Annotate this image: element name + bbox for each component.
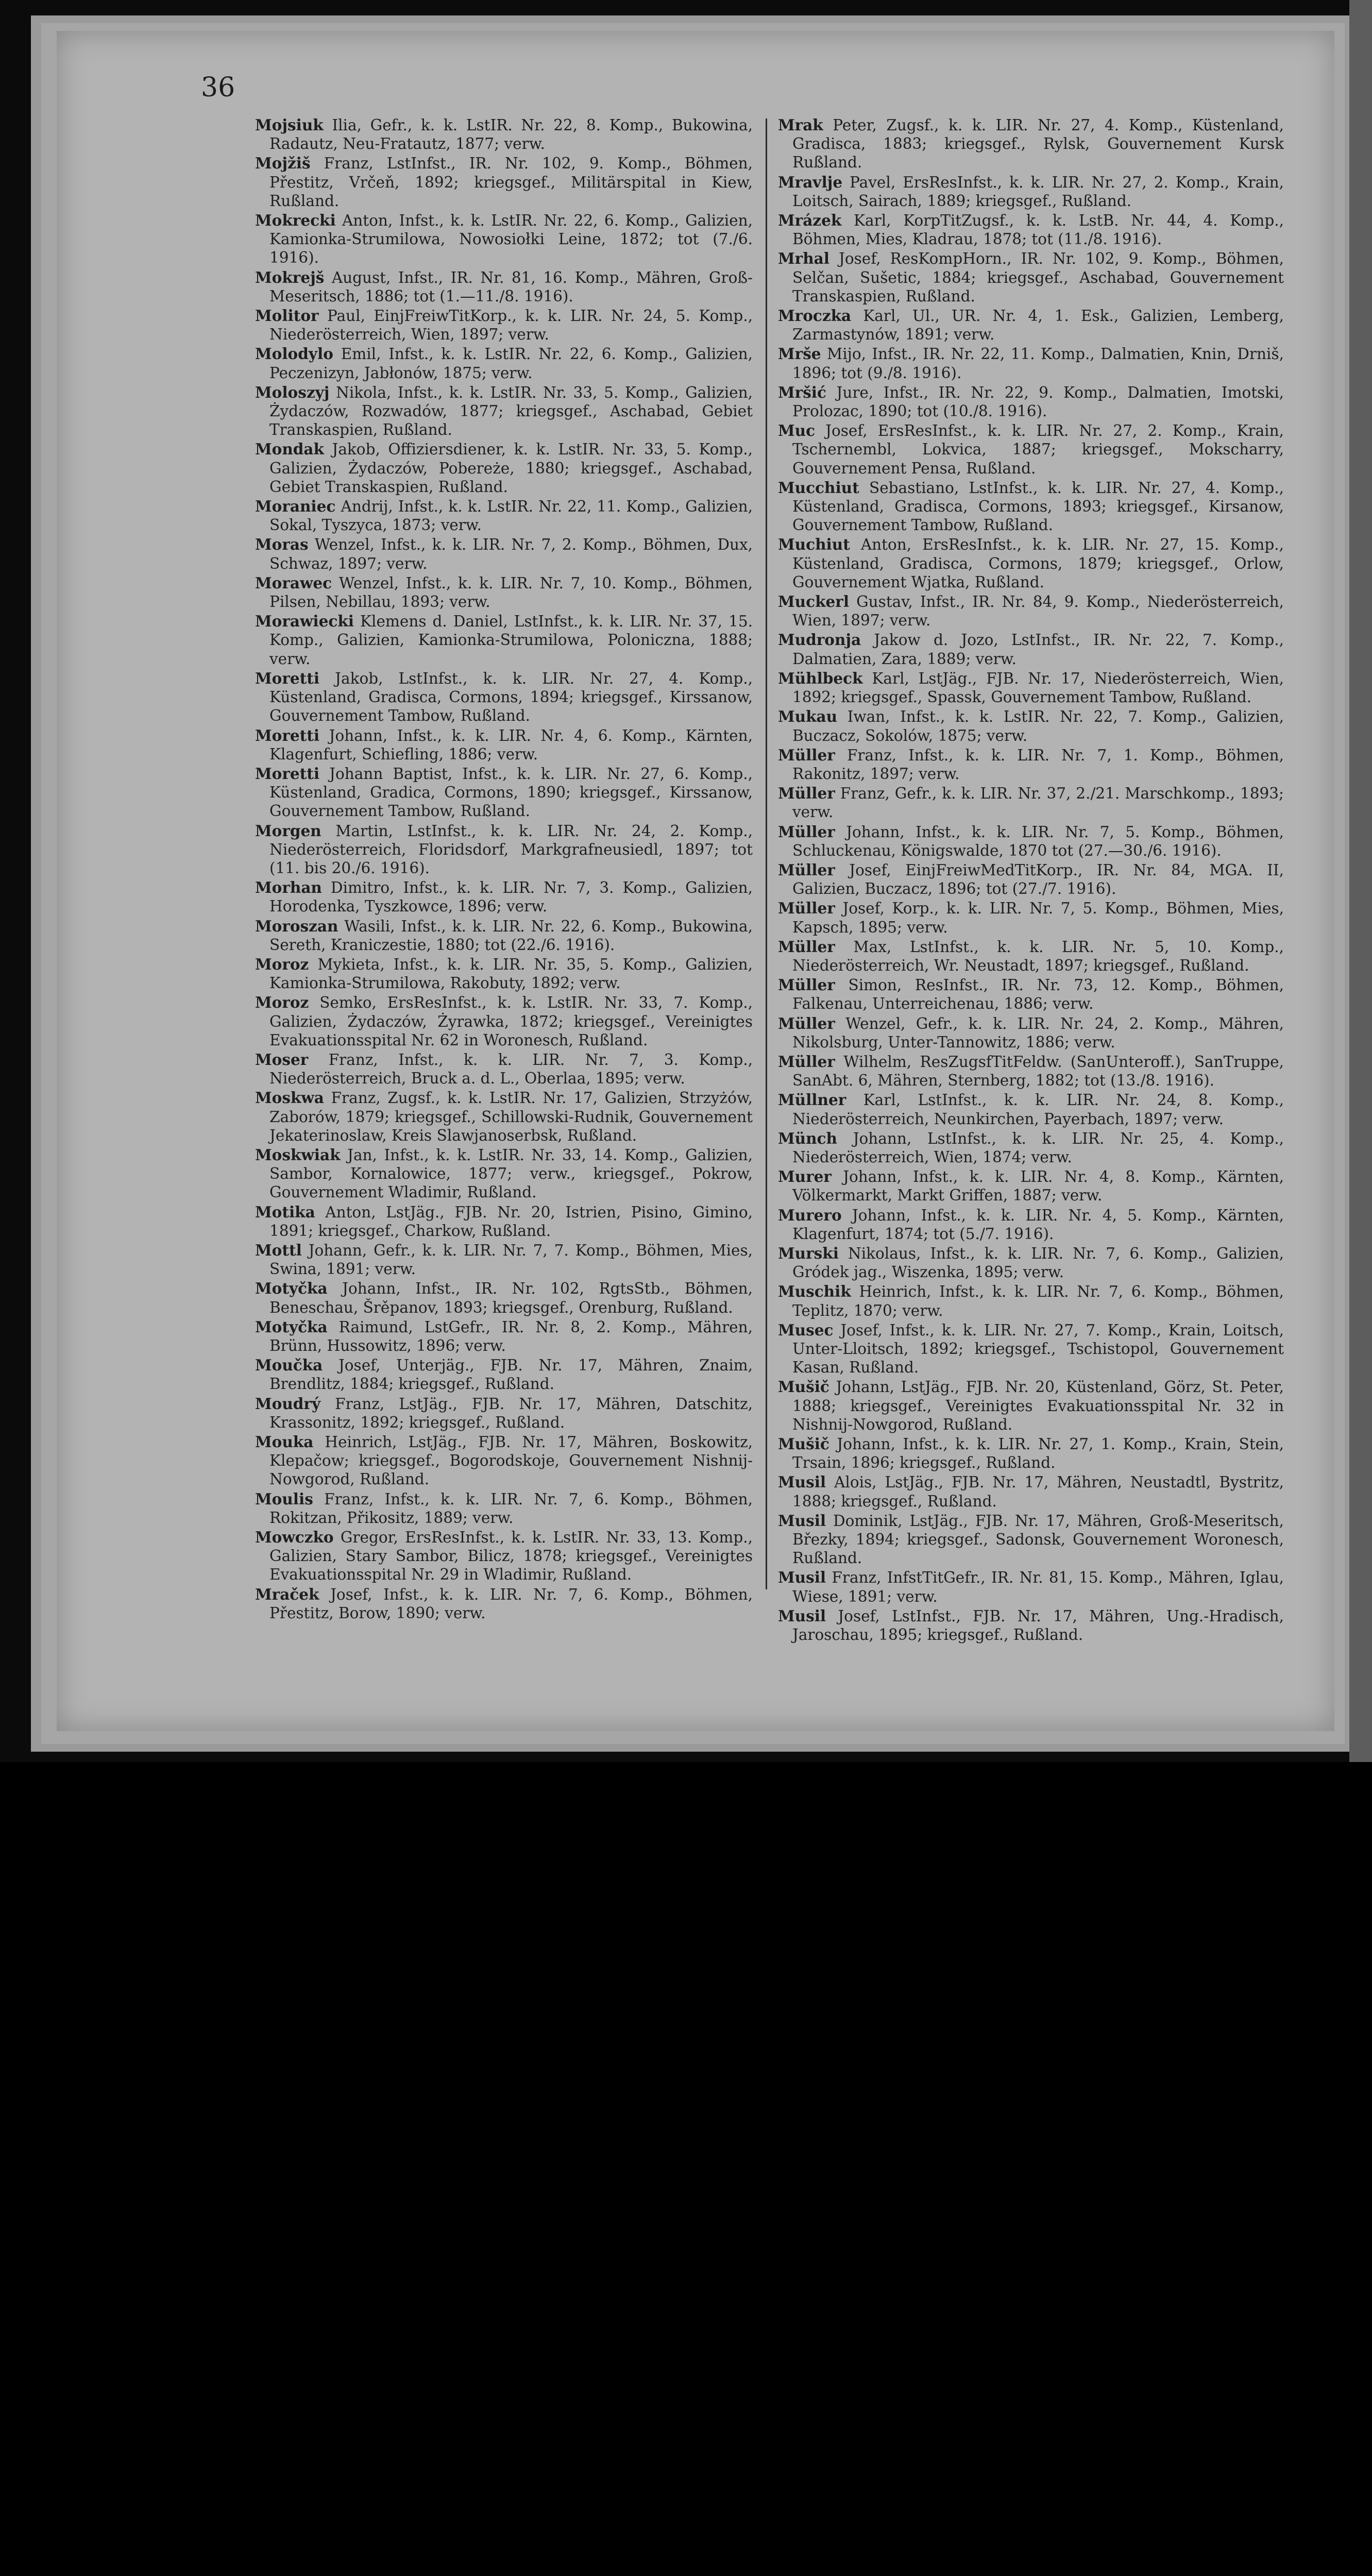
entry-details: Wenzel, Infst., k. k. LIR. Nr. 7, 2. Komp., Böhmen, Dux, Schwaz, 1897; verw. xyxy=(269,536,753,572)
entry-surname: Muc xyxy=(778,421,816,440)
entry-details: Pavel, ErsResInfst., k. k. LIR. Nr. 27, 2. Komp., Krain, Loitsch, Sairach, 1889; kriegsgef., Rußland. xyxy=(792,173,1284,210)
register-entry xyxy=(255,1203,753,1240)
register-entry xyxy=(778,784,1284,821)
entry-details: Karl, KorpTitZugsf., k. k. LstB. Nr. 44, 4. Komp., Böhmen, Mies, Kladrau, 1878; tot (11./8. 1916). xyxy=(792,212,1284,248)
entry-surname: Muchiut xyxy=(778,535,850,554)
entry-surname: Moretti xyxy=(255,764,320,783)
entry-surname: Moretti xyxy=(255,726,320,744)
entry-surname: Murski xyxy=(778,1244,839,1262)
entry-details: Martin, LstInfst., k. k. LIR. Nr. 24, 2. Komp., Niederösterreich, Floridsdorf, Markgrafneusiedl, 1897; tot (11. bis 20./6. 1916). xyxy=(269,822,753,877)
entry-details: Josef, ErsResInfst., k. k. LIR. Nr. 27, 2. Komp., Krain, Tschernembl, Lokvica, 1887; kriegsgef., Mokscharry, Gouvernement Pensa, Rußland. xyxy=(792,422,1284,477)
register-entry xyxy=(778,1321,1284,1377)
entry-details: Klemens d. Daniel, LstInfst., k. k. LIR. Nr. 37, 15. Komp., Galizien, Kamionka-Strumilowa, Poloniczna, 1888; verw. xyxy=(269,613,753,668)
entry-surname: Mucchiut xyxy=(778,478,859,497)
register-entry xyxy=(778,1053,1284,1090)
entry-details: Dominik, LstJäg., FJB. Nr. 17, Mähren, Groß-Meseritsch, Březky, 1894; kriegsgef., Sadonsk, Gouvernement Woronesch, Rußland. xyxy=(792,1512,1284,1567)
entry-details: Johann, Infst., IR. Nr. 102, RgtsStb., Böhmen, Beneschau, Šrěpanov, 1893; kriegsgef., Orenburg, Rußland. xyxy=(269,1280,753,1316)
entry-surname: Mrak xyxy=(778,116,823,134)
entry-surname: Moskwiak xyxy=(255,1145,341,1164)
entry-details: Johann, Infst., k. k. LIR. Nr. 27, 1. Komp., Krain, Stein, Trsain, 1896; kriegsgef., Rußland. xyxy=(792,1435,1284,1472)
entry-details: Jakow d. Jozo, LstInfst., IR. Nr. 22, 7. Komp., Dalmatien, Zara, 1889; verw. xyxy=(792,631,1284,668)
entry-surname: Müller xyxy=(778,860,835,879)
entry-details: Franz, Infst., k. k. LIR. Nr. 7, 1. Komp., Böhmen, Rakonitz, 1897; verw. xyxy=(792,746,1284,783)
register-entry xyxy=(255,726,753,764)
entry-surname: Moskwa xyxy=(255,1089,324,1107)
register-entry xyxy=(778,1129,1284,1166)
entry-surname: Münch xyxy=(778,1129,837,1147)
register-entry xyxy=(778,899,1284,936)
entry-details: Johann, Infst., k. k. LIR. Nr. 4, 8. Komp., Kärnten, Völkermarkt, Markt Griffen, 1887; verw. xyxy=(792,1168,1284,1205)
entry-surname: Musil xyxy=(778,1511,826,1530)
book-spine xyxy=(1349,0,1372,1762)
entry-surname: Muckerl xyxy=(778,592,850,611)
entry-details: Franz, LstJäg., FJB. Nr. 17, Mähren, Datschitz, Krassonitz, 1892; kriegsgef., Rußland. xyxy=(269,1395,753,1431)
register-entry xyxy=(255,1279,753,1316)
entry-surname: Müllner xyxy=(778,1091,846,1109)
entry-surname: Musec xyxy=(778,1320,834,1339)
register-entry xyxy=(778,1014,1284,1052)
entry-details: Wasili, Infst., k. k. LIR. Nr. 22, 6. Komp., Bukowina, Sereth, Kraniczestie, 1880; tot (22./6. 1916). xyxy=(269,917,753,954)
register-entry xyxy=(778,1244,1284,1281)
entry-surname: Mondak xyxy=(255,440,324,459)
entry-details: Alois, LstJäg., FJB. Nr. 17, Mähren, Neustadtl, Bystritz, 1888; kriegsgef., Rußland. xyxy=(792,1473,1284,1510)
entry-details: Heinrich, LstJäg., FJB. Nr. 17, Mähren, Boskowitz, Klepačow; kriegsgef., Bogorodskoje, Gouvernement Nishnij-Nowgorod, Rußland. xyxy=(269,1433,753,1488)
register-entry xyxy=(778,1167,1284,1205)
entry-details: Andrij, Infst., k. k. LstIR. Nr. 22, 11. Komp., Galizien, Sokal, Tyszyca, 1873; verw. xyxy=(269,498,753,534)
entry-details: Josef, EinjFreiwMedTitKorp., IR. Nr. 84, MGA. II, Galizien, Buczacz, 1896; tot (27./7. 1916). xyxy=(792,861,1284,898)
entry-details: Jakob, LstInfst., k. k. LIR. Nr. 27, 4. Komp., Küstenland, Gradisca, Cormons, 1894; kriegsgef., Kirssanow, Gouvernement Tambow, Rußland. xyxy=(269,669,753,725)
entry-surname: Moras xyxy=(255,535,309,554)
register-entry xyxy=(778,976,1284,1013)
entry-details: Karl, LstJäg., FJB. Nr. 17, Niederösterreich, Wien, 1892; kriegsgef., Spassk, Gouvernement Tambow, Rußland. xyxy=(792,669,1284,706)
register-entry xyxy=(255,1528,753,1584)
entry-details: Johann, Infst., k. k. LIR. Nr. 7, 5. Komp., Böhmen, Schluckenau, Königswalde, 1870 tot (27.—30./6. 1916). xyxy=(792,823,1284,859)
entry-surname: Motika xyxy=(255,1202,315,1221)
register-entry xyxy=(778,173,1284,210)
page-number: 36 xyxy=(201,72,235,103)
register-entry xyxy=(255,878,753,916)
entry-surname: Motyčka xyxy=(255,1279,328,1298)
entry-details: Paul, EinjFreiwTitKorp., k. k. LIR. Nr. 24, 5. Komp., Niederösterreich, Wien, 1897; verw. xyxy=(269,307,753,344)
register-entry xyxy=(778,1607,1284,1644)
register-entry xyxy=(255,993,753,1049)
register-entry xyxy=(778,535,1284,591)
register-entry xyxy=(255,1318,753,1355)
entry-details: Franz, LstInfst., IR. Nr. 102, 9. Komp., Böhmen, Přestitz, Vrčeň, 1892; kriegsgef., Militärspital in Kiew, Rußland. xyxy=(269,155,753,210)
entry-surname: Müller xyxy=(778,745,835,764)
entry-details: Josef, Infst., k. k. LIR. Nr. 7, 6. Komp., Böhmen, Přestitz, Borow, 1890; verw. xyxy=(269,1585,753,1622)
register-entry xyxy=(778,631,1284,668)
entry-details: Franz, Infst., k. k. LIR. Nr. 7, 3. Komp., Niederösterreich, Bruck a. d. L., Oberlaa, 1895; verw. xyxy=(269,1050,753,1088)
entry-surname: Müller xyxy=(778,822,835,841)
entry-details: Wenzel, Gefr., k. k. LIR. Nr. 24, 2. Komp., Mähren, Nikolsburg, Unter-Tannowitz, 1886; verw. xyxy=(792,1014,1284,1051)
entry-surname: Mrázek xyxy=(778,211,842,230)
entry-surname: Morhan xyxy=(255,878,322,897)
register-entry xyxy=(255,1241,753,1278)
right-column xyxy=(778,116,1284,1645)
entry-details: Johann, Infst., k. k. LIR. Nr. 4, 6. Komp., Kärnten, Klagenfurt, Schiefling, 1886; verw. xyxy=(269,726,753,763)
register-entry xyxy=(778,249,1284,306)
viewer-footer xyxy=(0,1762,1372,1858)
entry-surname: Mršić xyxy=(778,383,826,401)
entry-surname: Moroszan xyxy=(255,917,338,935)
entry-surname: Mrše xyxy=(778,345,821,363)
entry-surname: Mušič xyxy=(778,1378,829,1396)
register-entry xyxy=(778,823,1284,860)
register-entry xyxy=(255,154,753,210)
entry-details: Peter, Zugsf., k. k. LIR. Nr. 27, 4. Komp., Küstenland, Gradisca, 1883; kriegsgef., Rylsk, Gouvernement Kursk Rußland. xyxy=(792,116,1284,172)
entry-details: Simon, ResInfst., IR. Nr. 73, 12. Komp., Böhmen, Falkenau, Unterreichenau, 1886; verw. xyxy=(792,976,1284,1013)
register-entry xyxy=(255,612,753,668)
entry-surname: Mušič xyxy=(778,1435,829,1453)
entry-surname: Musil xyxy=(778,1568,826,1587)
register-entry xyxy=(255,765,753,821)
entry-details: Josef, Unterjäg., FJB. Nr. 17, Mähren, Znaim, Brendlitz, 1884; kriegsgef., Rußland. xyxy=(269,1357,753,1393)
register-entry xyxy=(255,1146,753,1202)
entry-surname: Morawiecki xyxy=(255,612,354,631)
entry-surname: Musil xyxy=(778,1606,826,1625)
entry-details: Josef, ResKompHorn., IR. Nr. 102, 9. Komp., Böhmen, Selčan, Sušetic, 1884; kriegsgef., Aschabad, Gouvernement Transkaspien, Rußland. xyxy=(792,250,1284,305)
register-entry xyxy=(255,1050,753,1088)
entry-details: Franz, Zugsf., k. k. LstIR. Nr. 17, Galizien, Strzyżów, Zaborów, 1879; kriegsgef., Schillowski-Rudnik, Gouvernement Jekaterinoslaw, Kreis Slawjanoserbsk, Rußland. xyxy=(269,1089,753,1144)
entry-details: August, Infst., IR. Nr. 81, 16. Komp., Mähren, Groß-Meseritsch, 1886; tot (1.—11./8. 1916). xyxy=(269,268,753,305)
left-column xyxy=(255,116,753,1623)
entry-surname: Mrhal xyxy=(778,249,829,268)
entry-surname: Mokrejš xyxy=(255,268,325,286)
entry-surname: Mojžiš xyxy=(255,154,311,173)
register-entry xyxy=(778,938,1284,975)
register-entry xyxy=(255,116,753,153)
entry-surname: Mravlje xyxy=(778,173,843,191)
entry-details: Mykieta, Infst., k. k. LIR. Nr. 35, 5. Komp., Galizien, Kamionka-Strumilowa, Rakobuty, 1892; verw. xyxy=(269,955,753,992)
entry-details: Heinrich, Infst., k. k. LIR. Nr. 7, 6. Komp., Böhmen, Teplitz, 1870; verw. xyxy=(792,1283,1284,1319)
register-entry xyxy=(778,479,1284,535)
register-entry xyxy=(778,707,1284,744)
entry-surname: Morgen xyxy=(255,821,321,840)
register-entry xyxy=(255,822,753,878)
entry-surname: Musil xyxy=(778,1473,826,1492)
entry-details: Josef, LstInfst., FJB. Nr. 17, Mähren, Ung.-Hradisch, Jaroschau, 1895; kriegsgef., Rußland. xyxy=(792,1607,1284,1644)
register-entry xyxy=(255,574,753,611)
entry-surname: Mouka xyxy=(255,1433,314,1451)
entry-details: Karl, Ul., UR. Nr. 4, 1. Esk., Galizien, Lemberg, Zarmastynów, 1891; verw. xyxy=(792,307,1284,344)
register-entry xyxy=(255,1395,753,1432)
entry-details: Dimitro, Infst., k. k. LIR. Nr. 7, 3. Komp., Galizien, Horodenka, Tyszkowce, 1896; verw. xyxy=(269,879,753,916)
entry-details: Semko, ErsResInfst., k. k. LstIR. Nr. 33, 7. Komp., Galizien, Żydaczów, Żyrawka, 1872; kriegsgef., Vereinigtes Evakuationsspital Nr. 62 in Woronesch, Rußland. xyxy=(269,994,753,1049)
entry-surname: Murer xyxy=(778,1167,832,1186)
register-entry xyxy=(255,1356,753,1393)
entry-surname: Müller xyxy=(778,976,835,994)
register-entry xyxy=(255,1089,753,1145)
column-divider xyxy=(766,118,767,1589)
entry-details: Nikolaus, Infst., k. k. LIR. Nr. 7, 6. Komp., Galizien, Gródek jag., Wiszenka, 1895; verw. xyxy=(792,1244,1284,1281)
entry-surname: Müller xyxy=(778,1052,835,1071)
entry-details: Johann Baptist, Infst., k. k. LIR. Nr. 27, 6. Komp., Küstenland, Gradica, Cormons, 1890; kriegsgef., Kirssanow, Gouvernement Tambow, Rußland. xyxy=(269,765,753,820)
register-entry xyxy=(255,345,753,382)
register-entry xyxy=(778,669,1284,706)
entry-surname: Moroz xyxy=(255,993,309,1012)
entry-surname: Morawec xyxy=(255,573,332,592)
entry-surname: Moretti xyxy=(255,669,320,687)
entry-surname: Mowczko xyxy=(255,1528,334,1547)
register-entry xyxy=(778,116,1284,172)
entry-details: Anton, LstJäg., FJB. Nr. 20, Istrien, Pisino, Gimino, 1891; kriegsgef., Charkow, Rußland. xyxy=(269,1203,753,1240)
entry-details: Jan, Infst., k. k. LstIR. Nr. 33, 14. Komp., Galizien, Sambor, Kornalowice, 1877; verw., kriegsgef., Pokrow, Gouvernement Wladimir, Rußland. xyxy=(269,1146,753,1201)
entry-details: Max, LstInfst., k. k. LIR. Nr. 5, 10. Komp., Niederösterreich, Wr. Neustadt, 1897; kriegsgef., Rußland. xyxy=(792,938,1284,974)
register-entry xyxy=(255,307,753,344)
register-entry xyxy=(255,1490,753,1527)
entry-details: Franz, Infst., k. k. LIR. Nr. 7, 6. Komp., Böhmen, Rokitzan, Přikositz, 1889; verw. xyxy=(269,1490,753,1527)
register-entry xyxy=(778,1435,1284,1472)
entry-surname: Motyčka xyxy=(255,1317,328,1336)
entry-details: Johann, Gefr., k. k. LIR. Nr. 7, 7. Komp., Böhmen, Mies, Swina, 1891; verw. xyxy=(269,1241,753,1278)
register-entry xyxy=(778,1512,1284,1568)
entry-surname: Mraček xyxy=(255,1585,319,1603)
register-entry xyxy=(255,1585,753,1622)
register-entry xyxy=(778,1378,1284,1434)
entry-surname: Mokrecki xyxy=(255,211,336,230)
entry-surname: Müller xyxy=(778,899,835,918)
entry-details: Josef, Infst., k. k. LIR. Nr. 27, 7. Komp., Krain, Loitsch, Unter-Lloitsch, 1892; kriegsgef., Tschistopol, Gouvernement Kasan, Rußland. xyxy=(792,1321,1284,1377)
register-entry xyxy=(778,592,1284,630)
entry-surname: Moučka xyxy=(255,1356,323,1375)
entry-details: Franz, InfstTitGefr., IR. Nr. 81, 15. Komp., Mähren, Iglau, Wiese, 1891; verw. xyxy=(792,1569,1284,1605)
entry-surname: Moraniec xyxy=(255,497,336,516)
register-entry xyxy=(778,211,1284,248)
entry-details: Jure, Infst., IR. Nr. 22, 9. Komp., Dalmatien, Imotski, Prolozac, 1890; tot (10./8. 1916). xyxy=(792,383,1284,420)
entry-details: Karl, LstInfst., k. k. LIR. Nr. 24, 8. Komp., Niederösterreich, Neunkirchen, Payerbach, 1897; verw. xyxy=(792,1091,1284,1128)
register-entry xyxy=(255,535,753,572)
entry-details: Gregor, ErsResInfst., k. k. LstIR. Nr. 33, 13. Komp., Galizien, Stary Sambor, Bilicz, 1878; kriegsgef., Vereinigtes Evakuationsspital Nr. 29 in Wladimir, Rußland. xyxy=(269,1529,753,1584)
register-entry xyxy=(255,917,753,954)
entry-details: Wilhelm, ResZugsfTitFeldw. (SanUnteroff.), SanTruppe, SanAbt. 6, Mähren, Sternberg, 1882; tot (13./8. 1916). xyxy=(792,1053,1284,1090)
entry-surname: Mojsiuk xyxy=(255,116,324,134)
entry-details: Johann, LstInfst., k. k. LIR. Nr. 25, 4. Komp., Niederösterreich, Wien, 1874; verw. xyxy=(792,1129,1284,1166)
entry-details: Jakob, Offiziersdiener, k. k. LstIR. Nr. 33, 5. Komp., Galizien, Żydaczów, Pobereże, 1880; kriegsgef., Aschabad, Gebiet Transkaspien, Rußland. xyxy=(269,440,753,496)
entry-surname: Molitor xyxy=(255,307,319,325)
entry-details: Emil, Infst., k. k. LstIR. Nr. 22, 6. Komp., Galizien, Peczenizyn, Jabłonów, 1875; verw. xyxy=(269,345,753,382)
register-entry xyxy=(778,307,1284,344)
entry-surname: Mühlbeck xyxy=(778,669,863,687)
register-entry xyxy=(255,1433,753,1489)
entry-details: Gustav, Infst., IR. Nr. 84, 9. Komp., Niederösterreich, Wien, 1897; verw. xyxy=(792,593,1284,630)
entry-details: Nikola, Infst., k. k. LstIR. Nr. 33, 5. Komp., Galizien, Żydaczów, Rozwadów, 1877; kriegsgef., Aschabad, Gebiet Transkaspien, Rußland. xyxy=(269,383,753,439)
register-entry xyxy=(778,1568,1284,1605)
entry-surname: Moser xyxy=(255,1050,309,1069)
register-entry xyxy=(778,345,1284,382)
register-entry xyxy=(778,746,1284,783)
entry-surname: Mottl xyxy=(255,1241,302,1259)
register-entry xyxy=(255,669,753,725)
entry-surname: Mudronja xyxy=(778,631,861,649)
entry-details: Johann, Infst., k. k. LIR. Nr. 4, 5. Komp., Kärnten, Klagenfurt, 1874; tot (5./7. 1916). xyxy=(792,1206,1284,1243)
entry-surname: Moudrý xyxy=(255,1394,321,1413)
entry-surname: Müller xyxy=(778,1014,835,1032)
entry-details: Franz, Gefr., k. k. LIR. Nr. 37, 2./21. Marschkomp., 1893; verw. xyxy=(792,785,1284,821)
entry-surname: Moloszyj xyxy=(255,383,330,401)
register-entry xyxy=(255,211,753,267)
entry-details: Johann, LstJäg., FJB. Nr. 20, Küstenland, Görz, St. Peter, 1888; kriegsgef., Vereinigtes Evakuationsspital Nr. 32 in Nishnij-Nowgorod, Rußland. xyxy=(792,1378,1284,1433)
register-entry xyxy=(255,383,753,439)
entry-details: Anton, Infst., k. k. LstIR. Nr. 22, 6. Komp., Galizien, Kamionka-Strumilowa, Nowosiołki Leine, 1872; tot (7./6. 1916). xyxy=(269,212,753,267)
register-entry xyxy=(778,383,1284,420)
entry-details: Josef, Korp., k. k. LIR. Nr. 7, 5. Komp., Böhmen, Mies, Kapsch, 1895; verw. xyxy=(792,900,1284,936)
register-entry xyxy=(778,421,1284,478)
entry-surname: Mroczka xyxy=(778,307,852,325)
entry-surname: Moulis xyxy=(255,1489,313,1508)
entry-surname: Molodylo xyxy=(255,345,333,363)
entry-details: Raimund, LstGefr., IR. Nr. 8, 2. Komp., Mähren, Brünn, Hussowitz, 1896; verw. xyxy=(269,1318,753,1354)
entry-surname: Moroz xyxy=(255,955,309,973)
register-entry xyxy=(255,497,753,534)
entry-surname: Müller xyxy=(778,937,835,956)
entry-details: Wenzel, Infst., k. k. LIR. Nr. 7, 10. Komp., Böhmen, Pilsen, Nebillau, 1893; verw. xyxy=(269,574,753,611)
entry-details: Mijo, Infst., IR. Nr. 22, 11. Komp., Dalmatien, Knin, Drniš, 1896; tot (9./8. 1916). xyxy=(792,345,1284,382)
entry-surname: Müller xyxy=(778,784,835,803)
entry-surname: Mukau xyxy=(778,707,838,726)
entry-details: Iwan, Infst., k. k. LstIR. Nr. 22, 7. Komp., Galizien, Buczacz, Sokolów, 1875; verw. xyxy=(792,708,1284,744)
entry-details: Sebastiano, LstInfst., k. k. LIR. Nr. 27, 4. Komp., Küstenland, Gradisca, Cormons, 1893; kriegsgef., Kirsanow, Gouvernement Tambow, Rußland. xyxy=(792,479,1284,534)
register-entry xyxy=(778,1206,1284,1243)
entry-surname: Murero xyxy=(778,1206,842,1224)
register-entry xyxy=(778,1473,1284,1510)
register-entry xyxy=(255,440,753,496)
register-entry xyxy=(255,955,753,992)
register-entry xyxy=(778,1091,1284,1128)
entry-surname: Muschik xyxy=(778,1282,851,1301)
register-entry xyxy=(778,1282,1284,1319)
entry-details: Anton, ErsResInfst., k. k. LIR. Nr. 27, 15. Komp., Küstenland, Gradisca, Cormons, 1879; kriegsgef., Orlow, Gouvernement Wjatka, Rußland. xyxy=(792,536,1284,591)
entry-details: Ilia, Gefr., k. k. LstIR. Nr. 22, 8. Komp., Bukowina, Radautz, Neu-Fratautz, 1877; verw. xyxy=(269,116,753,153)
register-entry xyxy=(255,268,753,306)
register-entry xyxy=(778,861,1284,898)
